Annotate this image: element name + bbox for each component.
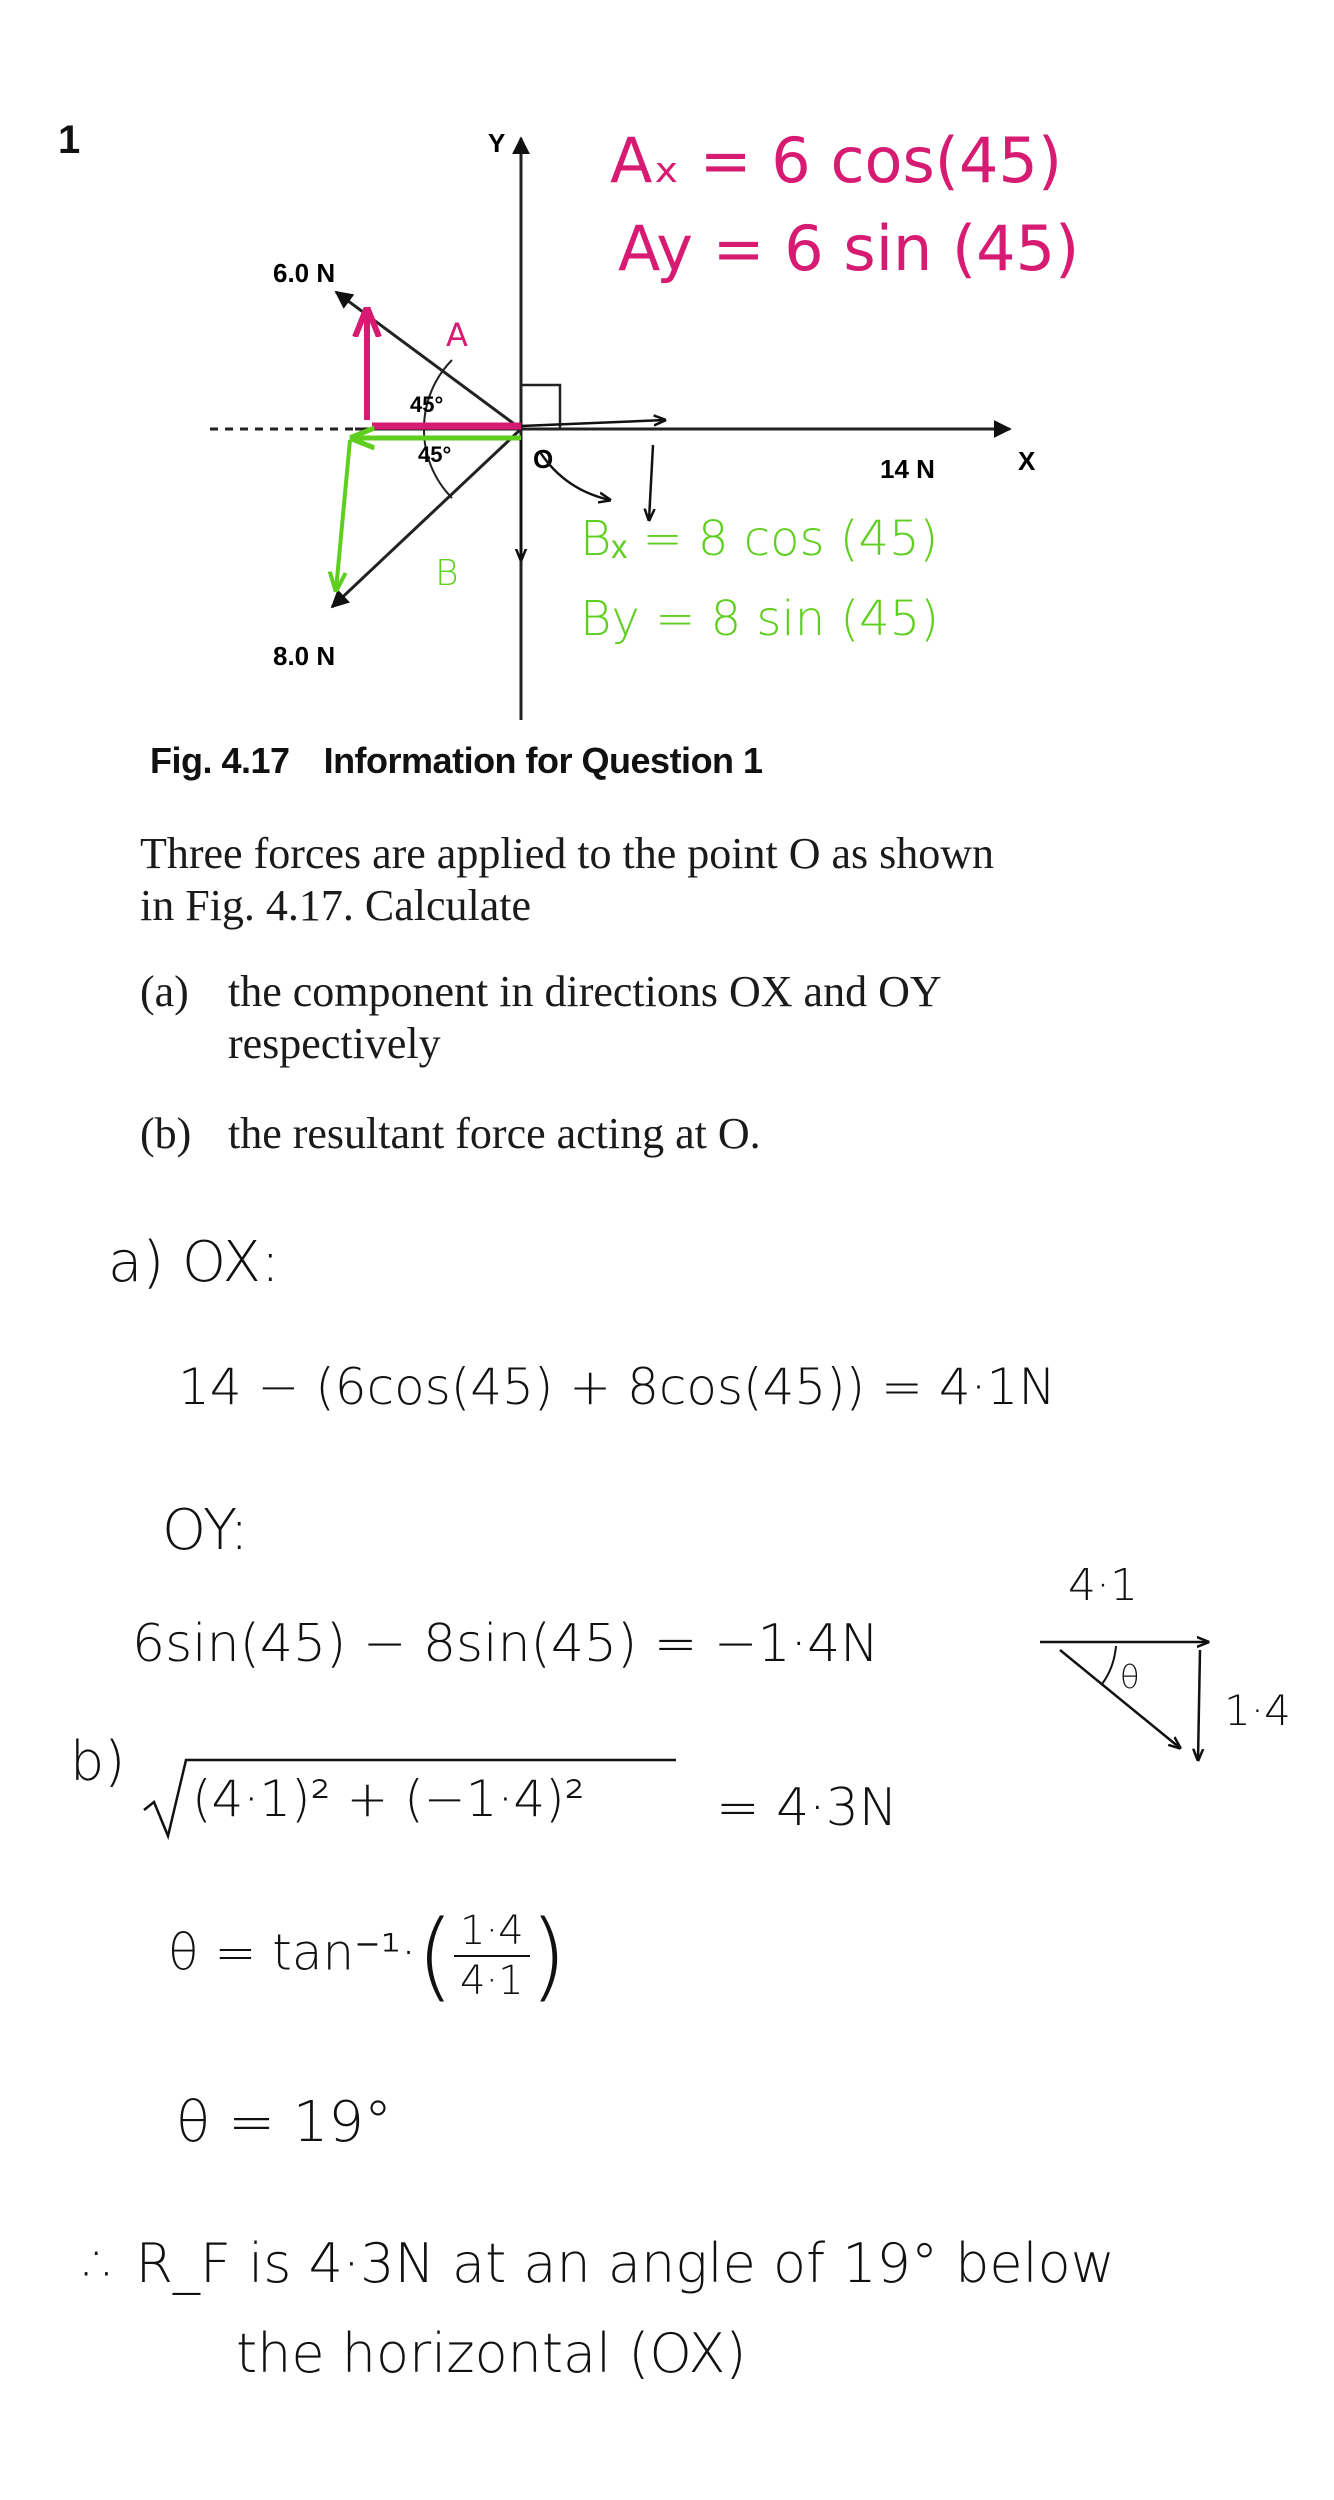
hand-arrow-right	[521, 420, 665, 426]
solution-b-result: = 4·3N	[716, 1778, 898, 1838]
origin-label: O	[533, 444, 554, 474]
figure-caption	[150, 740, 763, 782]
force-a-label: 6.0 N	[273, 258, 336, 288]
theta-denominator: 4·1	[460, 1958, 524, 2004]
force-b-label: 8.0 N	[273, 641, 336, 671]
bx-equation: Bₓ = 8 cos (45)	[580, 511, 939, 567]
solution-ox-equation: 14 − (6cos(45) + 8cos(45)) = 4·1N	[178, 1358, 1056, 1416]
vector-b-letter: B	[435, 553, 459, 594]
theta-numerator: 1·4	[454, 1911, 530, 1957]
part-a-text-line2: respectively	[228, 1019, 441, 1068]
triangle-side-label: 1·4	[1224, 1686, 1291, 1735]
question-number: 1	[58, 118, 81, 162]
part-b-label: (b)	[140, 1109, 192, 1158]
conclusion-line1: ∴ R_F is 4·3N at an angle of 19° below	[84, 2232, 1115, 2295]
theta-fraction	[454, 1908, 530, 2004]
angle-lower-label: 45°	[418, 442, 452, 467]
figure-number: Fig. 4.17	[150, 740, 290, 781]
force-x-label: 14 N	[880, 454, 935, 484]
solution-a-heading: a) OX:	[108, 1230, 280, 1295]
theta-formula: θ = tan⁻¹·( $\frac{1\cdot 4}{4\cdot 1}$ )	[168, 1900, 568, 2012]
force-diagram	[0, 0, 1334, 740]
triangle-angle-label: θ	[1120, 1658, 1140, 1696]
part-b-text: the resultant force acting at O.	[228, 1109, 761, 1158]
triangle-top-label: 4·1	[1068, 1560, 1138, 1611]
hand-arrow-down-right	[649, 445, 653, 520]
problem-intro-line2: in Fig. 4.17. Calculate	[140, 881, 532, 930]
vector-a-letter: A	[446, 316, 468, 354]
solution-b-label: b)	[70, 1730, 126, 1793]
right-angle-marker	[521, 385, 560, 429]
angle-upper-label: 45°	[410, 392, 444, 417]
ax-equation: Aₓ = 6 cos(45)	[610, 124, 1063, 197]
x-axis-label: X	[1018, 446, 1036, 476]
solution-b-radicand: (4·1)² + (−1·4)²	[192, 1770, 585, 1828]
y-axis-label: Y	[488, 128, 506, 158]
solution-oy-heading: OY:	[162, 1498, 249, 1563]
by-component-arrow	[336, 440, 350, 590]
theta-prefix: θ = tan⁻¹·	[168, 1923, 417, 1982]
figure-title: Information for Question 1	[323, 740, 763, 781]
problem-intro-line1: Three forces are applied to the point O as shown	[140, 829, 995, 878]
solution-oy-equation: 6sin(45) − 8sin(45) = −1·4N	[132, 1614, 880, 1674]
by-equation: By = 8 sin (45)	[580, 591, 939, 647]
conclusion-line2: the horizontal (OX)	[236, 2322, 747, 2385]
part-a-label: (a)	[140, 967, 189, 1016]
ay-equation: Ay = 6 sin (45)	[618, 212, 1080, 285]
theta-result: θ = 19°	[176, 2090, 393, 2155]
part-a-text-line1: the component in directions OX and OY	[228, 967, 942, 1016]
